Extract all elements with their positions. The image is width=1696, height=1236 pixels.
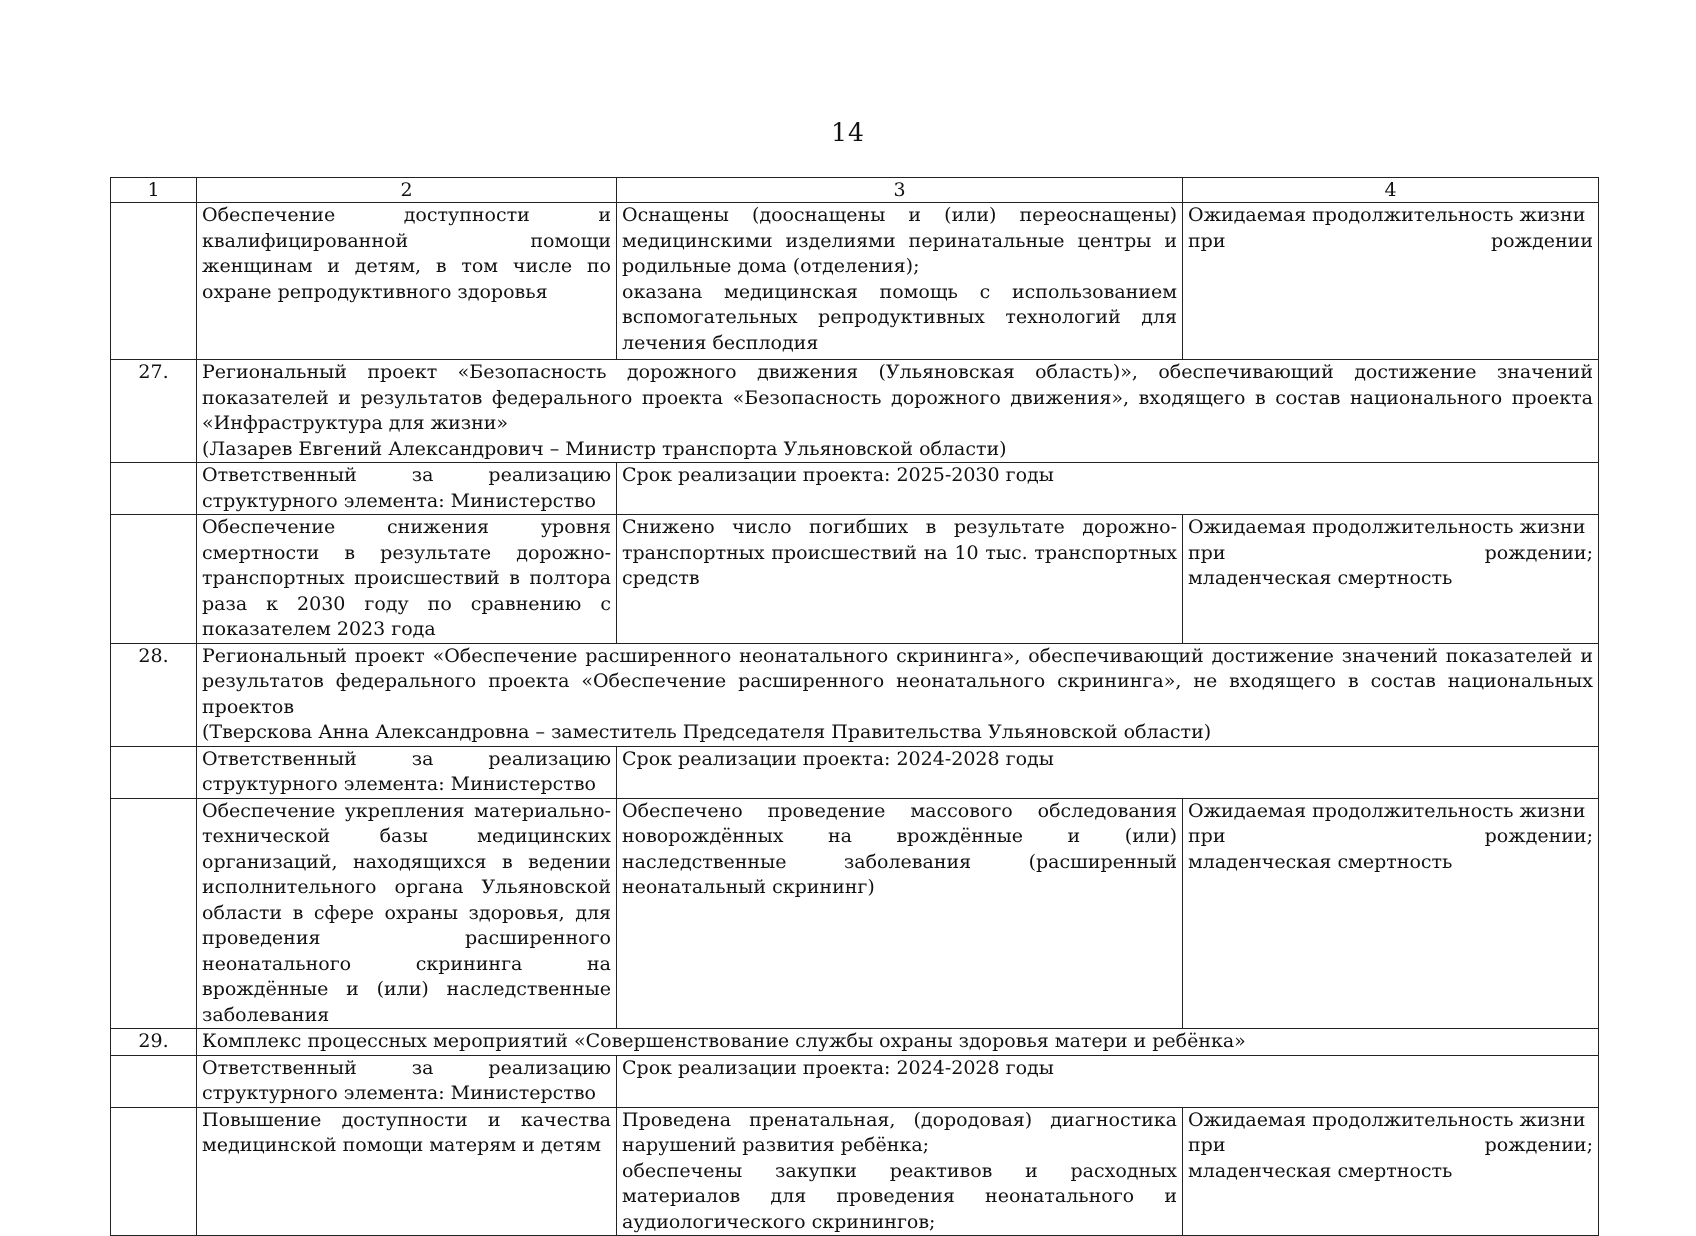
section-number: 28. [111, 643, 197, 746]
column-header-4: 4 [1183, 178, 1599, 203]
section-title-cell [197, 360, 1599, 463]
section-number: 29. [111, 1029, 197, 1056]
table-row [111, 515, 1599, 644]
section-title-row [111, 360, 1599, 463]
section-title-cell [197, 643, 1599, 746]
result-line: оказана медицинская помощь с использованием вспомогательных репродуктивных технологий для лечения бесплодия [622, 280, 1177, 354]
result-line: Оснащены (дооснащены и (или) переоснащены) медицинскими изделиями перинатальные центры и родильные дома (отделения); [622, 204, 1177, 277]
indicator-line: младенческая смертность [1188, 1159, 1453, 1182]
indicators-cell [1183, 1107, 1599, 1236]
responsible-row [111, 463, 1599, 515]
section-title-cell [197, 1029, 1599, 1056]
responsible-cell: Ответственный за реализацию структурного элемента: Министерство [197, 746, 617, 798]
indicator-line: Ожидаемая продолжительность жизни при рождении; [1188, 799, 1593, 847]
table-row [111, 203, 1599, 360]
results-cell [617, 1107, 1183, 1236]
section-title: Региональный проект «Безопасность дорожного движения (Ульяновская область)», обеспечивающий достижение значений показателей и результатов федерального проекта «Безопасность дорожного движения», входящего в состав национального проекта «Инфраструктура для жизни» [202, 361, 1593, 434]
results-cell [617, 203, 1183, 360]
row-number-cell [111, 515, 197, 644]
result-line: Снижено число погибших в результате дорожно-транспортных происшествий на 10 тыс. транспортных средств [622, 516, 1177, 589]
section-curator: (Тверскова Анна Александровна – заместитель Председателя Правительства Ульяновской области) [202, 721, 1212, 743]
indicator-line: младенческая смертность [1188, 567, 1453, 589]
row-number-cell [111, 203, 197, 360]
section-title-row [111, 643, 1599, 746]
term-cell: Срок реализации проекта: 2024-2028 годы [617, 746, 1599, 798]
indicator-line: Ожидаемая продолжительность жизни при рождении; [1188, 516, 1593, 564]
table-header-row [111, 178, 1599, 203]
section-number: 27. [111, 360, 197, 463]
row-number-cell [111, 1055, 197, 1107]
indicators-cell [1183, 203, 1599, 360]
indicator-line: Ожидаемая продолжительность жизни при рождении; [1188, 1108, 1593, 1156]
task-cell: Обеспечение доступности и квалифицированной помощи женщинам и детям, в том числе по охране репродуктивного здоровья [197, 203, 617, 360]
indicators-cell [1183, 798, 1599, 1029]
column-header-3: 3 [617, 178, 1183, 203]
section-title-row [111, 1029, 1599, 1056]
task-cell: Обеспечение снижения уровня смертности в результате дорожно-транспортных происшествий в полтора раза к 2030 году по сравнению с показателем 2023 года [197, 515, 617, 644]
table-row [111, 798, 1599, 1029]
responsible-cell: Ответственный за реализацию структурного элемента: Министерство [197, 1055, 617, 1107]
row-number-cell [111, 463, 197, 515]
table-row [111, 1107, 1599, 1236]
responsible-cell: Ответственный за реализацию структурного элемента: Министерство [197, 463, 617, 515]
document-table [110, 177, 1599, 1236]
term-cell: Срок реализации проекта: 2025-2030 годы [617, 463, 1599, 515]
responsible-row [111, 1055, 1599, 1107]
column-header-2: 2 [197, 178, 617, 203]
responsible-row [111, 746, 1599, 798]
term-cell: Срок реализации проекта: 2024-2028 годы [617, 1055, 1599, 1107]
row-number-cell [111, 746, 197, 798]
result-line: Обеспечено проведение массового обследования новорождённых на врождённые и (или) наследственные заболевания (расширенный неонатальный скрининг) [622, 799, 1177, 898]
results-cell [617, 515, 1183, 644]
task-cell: Обеспечение укрепления материально-технической базы медицинских организаций, находящихся в ведении исполнительного органа Ульяновской области в сфере охраны здоровья, для проведения расширенного неонатального скрининга на врождённые и (или) наследственные заболевания [197, 798, 617, 1029]
section-curator: (Лазарев Евгений Александрович – Министр транспорта Ульяновской области) [202, 437, 1007, 460]
row-number-cell [111, 798, 197, 1029]
section-title: Региональный проект «Обеспечение расширенного неонатального скрининга», обеспечивающий достижение значений показателей и результатов федерального проекта «Обеспечение расширенного неонатального скрининга», не входящего в состав национальных проектов [202, 644, 1593, 718]
results-cell [617, 798, 1183, 1029]
result-line: Проведена пренатальная, (дородовая) диагностика нарушений развития ребёнка; [622, 1108, 1177, 1156]
section-title: Комплекс процессных мероприятий «Совершенствование службы охраны здоровья матери и ребёнка» [202, 1030, 1246, 1052]
indicator-line: младенческая смертность [1188, 850, 1453, 873]
result-line: обеспечены закупки реактивов и расходных материалов для проведения неонатального и аудиологического скринингов; [622, 1159, 1177, 1233]
column-header-1: 1 [111, 178, 197, 203]
page-number: 14 [831, 118, 865, 147]
indicators-cell [1183, 515, 1599, 644]
task-cell: Повышение доступности и качества медицинской помощи матерям и детям [197, 1107, 617, 1236]
indicator-line: Ожидаемая продолжительность жизни при рождении [1188, 204, 1593, 252]
row-number-cell [111, 1107, 197, 1236]
